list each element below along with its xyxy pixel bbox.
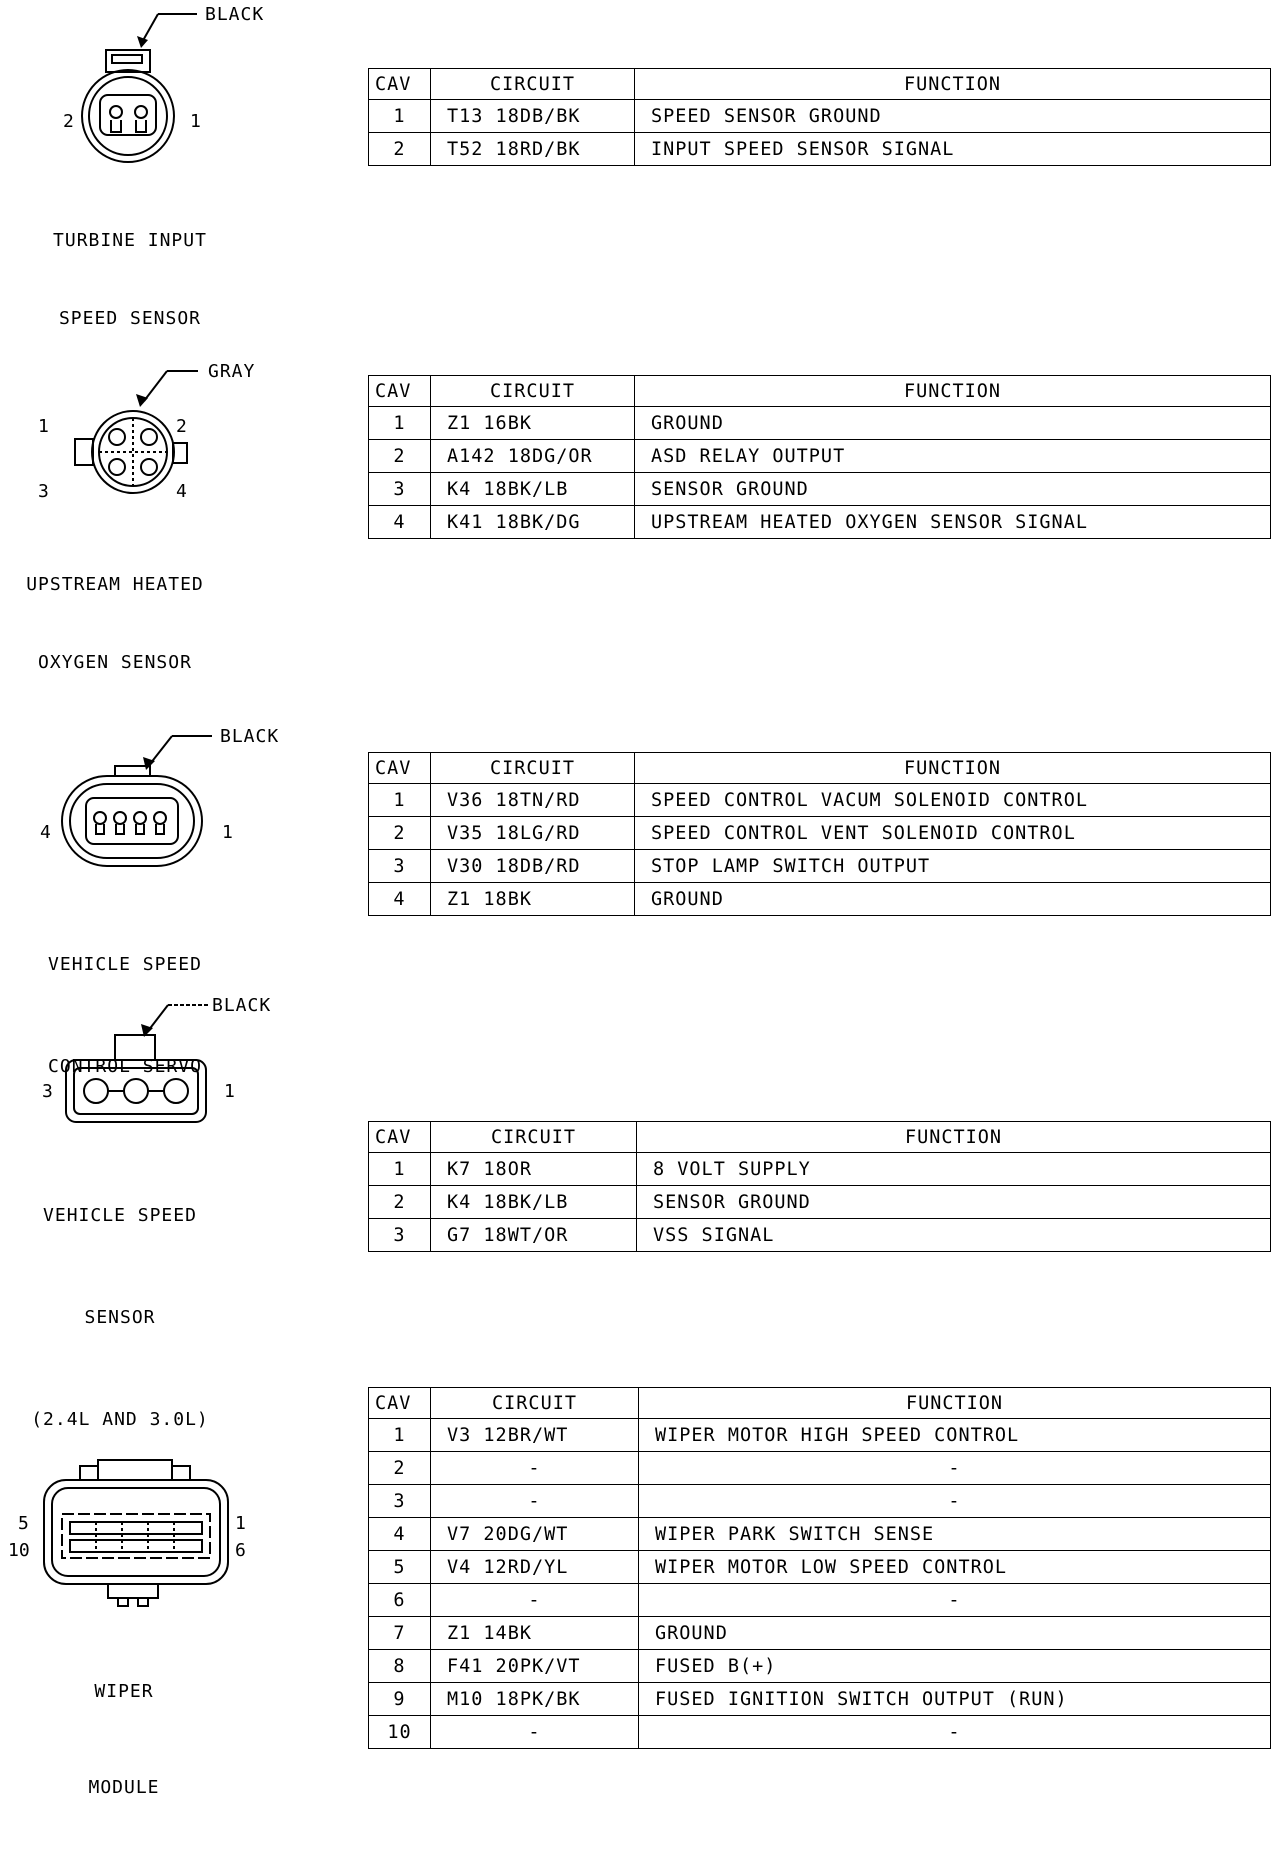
servo-name-line-2: CONTROL SERVO [48, 1056, 202, 1077]
table-row [369, 784, 1271, 817]
function-cell: INPUT SPEED SENSOR SIGNAL [635, 133, 1271, 166]
cav-cell: 3 [369, 1219, 431, 1252]
function-cell: SPEED CONTROL VENT SOLENOID CONTROL [635, 817, 1271, 850]
cav-cell: 2 [369, 440, 431, 473]
servo-pinout-table [368, 752, 1271, 916]
circuit-cell: K7 18OR [431, 1153, 637, 1186]
wiper-name-line-2: MODULE [88, 1777, 160, 1798]
table-row [369, 883, 1271, 916]
table-header-row [369, 1388, 1271, 1419]
turbine-pin-label-1: 1 [190, 111, 201, 132]
turbine-connector-name [30, 176, 230, 384]
connector-section-turbine [0, 0, 1280, 329]
function-cell: - [639, 1485, 1271, 1518]
circuit-cell: T13 18DB/BK [431, 100, 635, 133]
cav-cell: 1 [369, 1153, 431, 1186]
table-row [369, 1452, 1271, 1485]
function-cell: - [639, 1584, 1271, 1617]
cav-cell: 1 [369, 1419, 431, 1452]
circuit-cell: T52 18RD/BK [431, 133, 635, 166]
circuit-cell: V36 18TN/RD [431, 784, 635, 817]
cav-cell: 10 [369, 1716, 431, 1749]
o2-connector-name [10, 520, 220, 728]
wiper-connector-name [24, 1612, 224, 1868]
circuit-cell: A142 18DG/OR [431, 440, 635, 473]
function-cell: VSS SIGNAL [637, 1219, 1271, 1252]
table-row [369, 1551, 1271, 1584]
cav-cell: 2 [369, 1186, 431, 1219]
wiper-pinout-table [368, 1387, 1271, 1749]
circuit-cell: - [431, 1452, 639, 1485]
function-cell: WIPER MOTOR HIGH SPEED CONTROL [639, 1419, 1271, 1452]
o2-pin-label-1: 1 [38, 416, 49, 437]
o2-name-line-2: OXYGEN SENSOR [38, 652, 192, 673]
cav-cell: 6 [369, 1584, 431, 1617]
circuit-cell: M10 18PK/BK [431, 1683, 639, 1716]
function-cell: SPEED CONTROL VACUM SOLENOID CONTROL [635, 784, 1271, 817]
table-row [369, 850, 1271, 883]
function-cell: SENSOR GROUND [637, 1186, 1271, 1219]
turbine-name-line-1: TURBINE INPUT [53, 230, 207, 251]
function-cell: UPSTREAM HEATED OXYGEN SENSOR SIGNAL [635, 506, 1271, 539]
vss-pin-label-3: 3 [42, 1081, 53, 1102]
table-row [369, 100, 1271, 133]
vss-name-line-3: (2.4L AND 3.0L) [31, 1409, 209, 1430]
header-cav: CAV [369, 753, 431, 784]
wiper-pin-label-6: 6 [235, 1540, 246, 1561]
header-function: FUNCTION [635, 69, 1271, 100]
circuit-cell: - [431, 1716, 639, 1749]
turbine-color-label: BLACK [205, 4, 265, 25]
function-cell: STOP LAMP SWITCH OUTPUT [635, 850, 1271, 883]
vss-pin-label-1: 1 [224, 1081, 235, 1102]
circuit-cell: V3 12BR/WT [431, 1419, 639, 1452]
table-row [369, 1153, 1271, 1186]
header-function: FUNCTION [635, 376, 1271, 407]
cav-cell: 4 [369, 1518, 431, 1551]
table-row [369, 1219, 1271, 1252]
cav-cell: 9 [369, 1683, 431, 1716]
function-cell: WIPER PARK SWITCH SENSE [639, 1518, 1271, 1551]
table-row [369, 440, 1271, 473]
table-row [369, 1716, 1271, 1749]
vss-color-label: BLACK [212, 995, 272, 1016]
o2-pin-label-3: 3 [38, 481, 49, 502]
cav-cell: 1 [369, 407, 431, 440]
circuit-cell: K4 18BK/LB [431, 473, 635, 506]
table-row [369, 407, 1271, 440]
wiper-pin-label-10: 10 [8, 1540, 30, 1561]
function-cell: FUSED B(+) [639, 1650, 1271, 1683]
table-row [369, 817, 1271, 850]
table-row [369, 1518, 1271, 1551]
circuit-cell: - [431, 1485, 639, 1518]
header-cav: CAV [369, 1122, 431, 1153]
header-circuit: CIRCUIT [431, 1122, 637, 1153]
table-header-row [369, 1122, 1271, 1153]
servo-name-line-1: VEHICLE SPEED [48, 954, 202, 975]
circuit-cell: V30 18DB/RD [431, 850, 635, 883]
connector-section-o2 [0, 355, 1280, 673]
function-cell: GROUND [635, 883, 1271, 916]
table-header-row [369, 69, 1271, 100]
cav-cell: 1 [369, 784, 431, 817]
function-cell: SENSOR GROUND [635, 473, 1271, 506]
cav-cell: 2 [369, 133, 431, 166]
vss-name-line-2: SENSOR [84, 1307, 156, 1328]
circuit-cell: Z1 14BK [431, 1617, 639, 1650]
header-cav: CAV [369, 1388, 431, 1419]
vss-pinout-table [368, 1121, 1271, 1252]
turbine-pinout-table [368, 68, 1271, 166]
cav-cell: 3 [369, 473, 431, 506]
circuit-cell: K41 18BK/DG [431, 506, 635, 539]
header-circuit: CIRCUIT [431, 1388, 639, 1419]
servo-pin-label-4: 4 [40, 822, 51, 843]
servo-color-label: BLACK [220, 726, 280, 747]
function-cell: SPEED SENSOR GROUND [635, 100, 1271, 133]
wiper-pin-label-1: 1 [235, 1513, 246, 1534]
circuit-cell: V4 12RD/YL [431, 1551, 639, 1584]
table-row [369, 133, 1271, 166]
circuit-cell: V35 18LG/RD [431, 817, 635, 850]
cav-cell: 3 [369, 1485, 431, 1518]
header-circuit: CIRCUIT [431, 376, 635, 407]
cav-cell: 8 [369, 1650, 431, 1683]
circuit-cell: - [431, 1584, 639, 1617]
circuit-cell: F41 20PK/VT [431, 1650, 639, 1683]
circuit-cell: Z1 18BK [431, 883, 635, 916]
cav-cell: 1 [369, 100, 431, 133]
circuit-cell: V7 20DG/WT [431, 1518, 639, 1551]
o2-pinout-table [368, 375, 1271, 539]
o2-pin-label-2: 2 [176, 416, 187, 437]
turbine-pin-label-2: 2 [63, 111, 74, 132]
table-row [369, 1617, 1271, 1650]
turbine-name-line-2: SPEED SENSOR [58, 308, 202, 329]
header-function: FUNCTION [635, 753, 1271, 784]
wiper-pin-label-5: 5 [18, 1513, 29, 1534]
table-row [369, 1650, 1271, 1683]
cav-cell: 7 [369, 1617, 431, 1650]
table-row [369, 1419, 1271, 1452]
header-cav: CAV [369, 69, 431, 100]
function-cell: GROUND [635, 407, 1271, 440]
table-row [369, 1584, 1271, 1617]
function-cell: 8 VOLT SUPPLY [637, 1153, 1271, 1186]
header-function: FUNCTION [637, 1122, 1271, 1153]
circuit-cell: Z1 16BK [431, 407, 635, 440]
circuit-cell: G7 18WT/OR [431, 1219, 637, 1252]
function-cell: FUSED IGNITION SWITCH OUTPUT (RUN) [639, 1683, 1271, 1716]
connector-section-vss [0, 985, 1280, 1430]
function-cell: WIPER MOTOR LOW SPEED CONTROL [639, 1551, 1271, 1584]
connector-section-servo [0, 718, 1280, 1077]
table-row [369, 506, 1271, 539]
function-cell: ASD RELAY OUTPUT [635, 440, 1271, 473]
cav-cell: 4 [369, 506, 431, 539]
cav-cell: 4 [369, 883, 431, 916]
cav-cell: 2 [369, 1452, 431, 1485]
table-row [369, 1683, 1271, 1716]
header-circuit: CIRCUIT [431, 753, 635, 784]
table-row [369, 1186, 1271, 1219]
vss-name-line-1: VEHICLE SPEED [43, 1205, 197, 1226]
table-row [369, 1485, 1271, 1518]
cav-cell: 5 [369, 1551, 431, 1584]
o2-color-label: GRAY [208, 361, 256, 382]
table-header-row [369, 376, 1271, 407]
table-row [369, 473, 1271, 506]
table-header-row [369, 753, 1271, 784]
header-cav: CAV [369, 376, 431, 407]
cav-cell: 3 [369, 850, 431, 883]
function-cell: GROUND [639, 1617, 1271, 1650]
connector-section-wiper [0, 1390, 1280, 1798]
function-cell: - [639, 1716, 1271, 1749]
wiper-name-line-1: WIPER [94, 1681, 154, 1702]
header-circuit: CIRCUIT [431, 69, 635, 100]
cav-cell: 2 [369, 817, 431, 850]
o2-name-line-1: UPSTREAM HEATED [26, 574, 204, 595]
header-function: FUNCTION [639, 1388, 1271, 1419]
circuit-cell: K4 18BK/LB [431, 1186, 637, 1219]
o2-pin-label-4: 4 [176, 481, 187, 502]
servo-pin-label-1: 1 [222, 822, 233, 843]
function-cell: - [639, 1452, 1271, 1485]
